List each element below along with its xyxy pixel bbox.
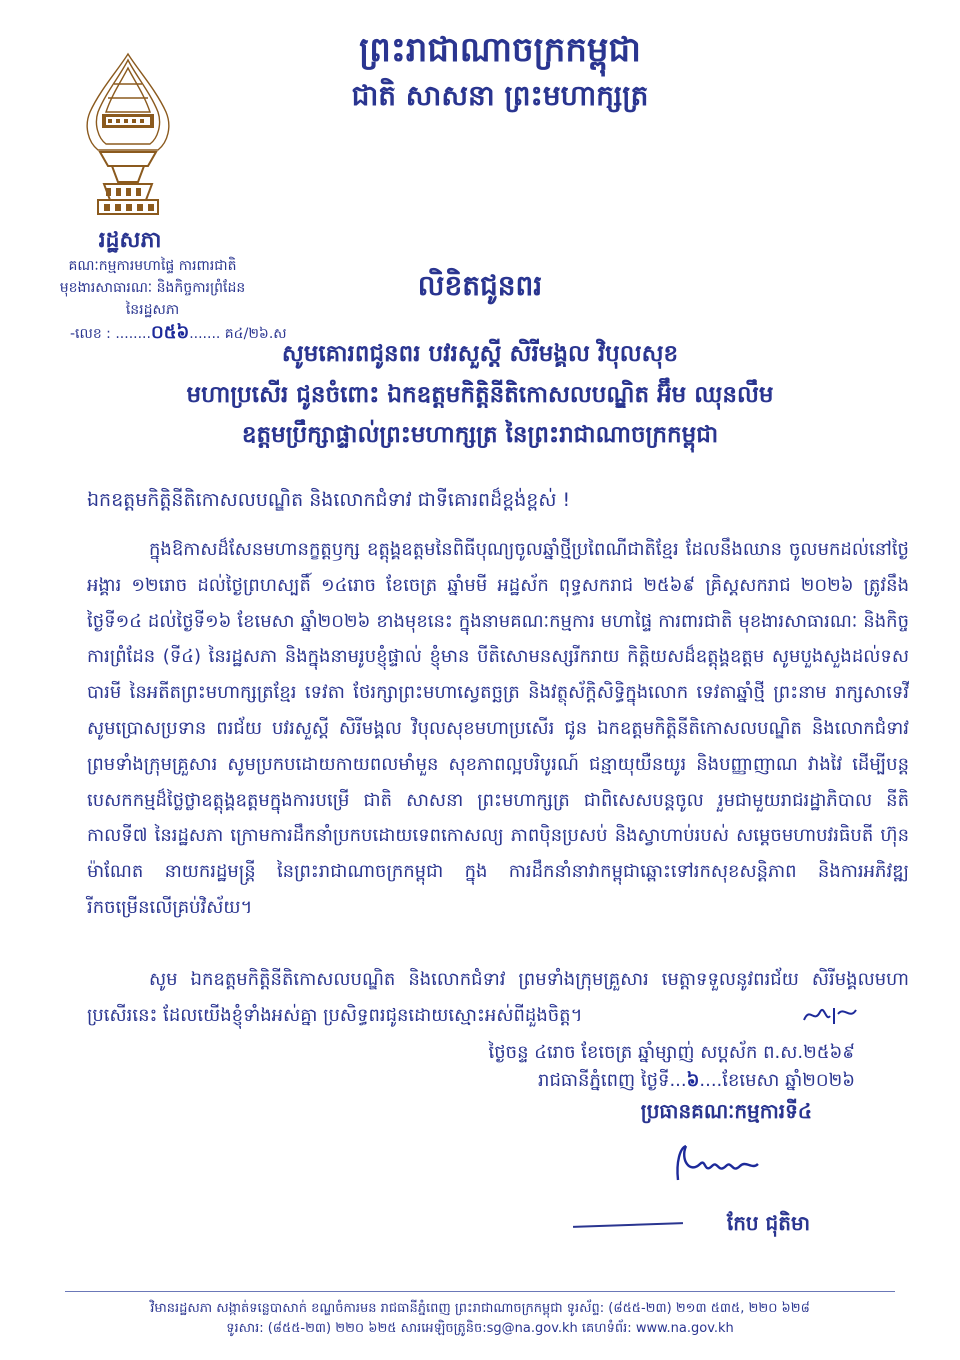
document-number-prefix: -លេខ :	[70, 326, 111, 342]
para1-line: គ្រិស្តសករាជ ២០២៦ ត្រូវនឹងថ្ងៃទី១៤ ដល់ថ្ងៃទី១៦ ខែមេសា ឆ្នាំ២០២៦ ខាងមុខនេះ ក្នុងនាមគណៈកម្មការ	[87, 574, 909, 632]
heading-line-2: មហាប្រសើរ ជូនចំពោះ ឯកឧត្តមកិត្តិនីតិកោសលបណ្ឌិត អ៊ឹម ឈុនលឹម	[186, 382, 774, 408]
para1-line: ការដឹកនាំនាវាកម្ពុជាឆ្ពោះទៅរកសុខសន្តិភាព និងការអភិវឌ្ឍរីកចម្រើនលើគ្រប់វិស័យ។	[87, 861, 909, 918]
kingdom-title: ព្រះរាជាណាចក្រកម្ពុជា	[359, 30, 641, 70]
para1-line: រួមជាមួយរាជរដ្ឋាភិបាល នីតិកាលទី៧ នៃរដ្ឋសភា ក្រោមការដឹកនាំប្រកបដោយទេពកោសល្យ ភាពប៉ិនប្រសប់	[87, 789, 909, 847]
heading-line-3: ឧត្តមប្រឹក្សាផ្ទាល់ព្រះមហាក្សត្រ នៃព្រះរាជាណាចក្រកម្ពុជា	[241, 422, 719, 448]
para2-line: សិរីមង្គលមហាប្រសើរនេះ ដែលយើងខ្ញុំទាំងអស់គ្នា ប្រសិទ្ធពរជូនដោយស្មោះអស់ពីដួងចិត្ត។	[87, 969, 909, 1026]
place-date-day: ៦	[686, 1070, 700, 1091]
para1-line: មហាផ្ទៃ ការពារជាតិ មុខងារសាធារណៈ និងកិច្ចការព្រំដែន (ទី៤) នៃរដ្ឋសភា និងក្នុងនាមរូបខ្ញុំផ្ទាល់ ខ្ញុំមាន	[87, 610, 909, 668]
committee-line-1: គណៈកម្មការមហាផ្ទៃ ការពារជាតិ	[68, 258, 237, 274]
committee-line-2: មុខងារសាធារណៈ និងកិច្ចការព្រំដែន	[59, 280, 246, 296]
salutation: ឯកឧត្តមកិត្តិនីតិកោសលបណ្ឌិត និងលោកជំទាវ ជាទីគោរពដ៏ខ្ពង់ខ្ពស់ !	[87, 489, 571, 511]
signature-underline	[573, 1222, 683, 1228]
para2-line: សូម ឯកឧត្តមកិត្តិនីតិកោសលបណ្ឌិត និងលោកជំទាវ ព្រមទាំងក្រុមគ្រួសារ មេត្តាទទួលនូវពរជ័យ	[149, 969, 799, 990]
assembly-name: រដ្ឋសភា	[98, 228, 162, 253]
lunar-date: ថ្ងៃចន្ទ ៤រោច ខែចេត្រ ឆ្នាំម្សាញ់ សប្តស័ក ព.ស.២៥៦៩	[488, 1042, 855, 1063]
document-title: លិខិតជូនពរ	[417, 269, 543, 302]
footer-divider	[65, 1291, 895, 1292]
signature	[660, 1140, 770, 1190]
footer-contact: ទូរសារ: (៨៥៥-២៣) ២២០ ៦២៥ សារអេឡិចត្រូនិច:sg@na.gov.kh គេហទំព័រ: www.na.gov.kh	[226, 1321, 734, 1336]
signatory-title: ប្រធានគណៈកម្មការទី៤	[640, 1099, 812, 1123]
place-date-suffix: ខែមេសា ឆ្នាំ២០២៦	[722, 1070, 855, 1091]
place-date: រាជធានីភ្នំពេញ ថ្ងៃទី...៦....ខែមេសា ឆ្នាំ២០២៦	[538, 1070, 855, 1091]
para1-line: ថែរក្សាព្រះមហាស្វេតច្ឆត្រ និងវត្ថុស័ក្តិសិទ្ធិក្នុងលោក ទេវតាឆ្នាំថ្មី ព្រះនាម រាក្សសាទេវី សូមប្រោសប្រទាន	[87, 682, 909, 739]
document-number-value: ០៥៦	[150, 322, 190, 343]
para1-line: បីតិសោមនស្សរីករាយ កិត្តិយសដ៏ឧត្តុង្គឧត្តម សូមបួងសួងដល់ទសបារមី នៃអតីតព្រះមហាក្សត្រខ្មែរ ទេវតា	[87, 646, 909, 704]
committee-line-3: នៃរដ្ឋសភា	[125, 302, 180, 318]
para1-line: ពរជ័យ បវរសួស្តី សិរីមង្គល វិបុលសុខមហាប្រសើរ ជូន ឯកឧត្តមកិត្តិនីតិកោសលបណ្ឌិត និងលោកជំទាវ	[216, 717, 909, 739]
para1-line: និងស្វាហាប់របស់ សម្តេចមហាបវរធិបតី ហ៊ុន ម៉ាណែត នាយករដ្ឋមន្ត្រី នៃព្រះរាជាណាចក្រកម្ពុជា ក្នុង	[87, 825, 909, 883]
place-date-prefix: រាជធានីភ្នំពេញ ថ្ងៃទី	[538, 1070, 670, 1091]
paragraph-1	[87, 532, 909, 926]
document-number: -លេខ : ........០៥៦....... គ៤/២៦.ស	[70, 322, 287, 343]
signatory-name: កែប ជុតិមា	[726, 1211, 810, 1235]
national-assembly-emblem	[78, 50, 178, 220]
handwritten-initials	[800, 1000, 860, 1030]
footer-address: វិមានរដ្ឋសភា សង្កាត់ទន្លេបាសាក់ ខណ្ឌចំការមន រាជធានីភ្នំពេញ ព្រះរាជាណាចក្រកម្ពុជា ទូរស័ព្ទ: (៨៥៥-២៣) ២១៣ ៥៣៥, ២២០ ៦២៨	[150, 1301, 810, 1316]
document-number-suffix: គ៤/២៦.ស	[224, 326, 287, 342]
para1-line: ចូលមកដល់នៅថ្ងៃអង្គារ ១២រោច ដល់ថ្ងៃព្រហស្បតិ៍ ១៤រោច ខែចេត្រ ឆ្នាំមមី អដ្ឋស័ក ពុទ្ធសករាជ ២៥៦៩	[87, 539, 909, 596]
para1-line: ក្នុងឱកាសដ៏សែនមហានក្ខត្តឫក្ស ឧត្តុង្គឧត្តមនៃពិធីបុណ្យចូលឆ្នាំថ្មីប្រពៃណីជាតិខ្មែរ ដែលនឹងឈាន	[149, 539, 782, 560]
national-motto: ជាតិ សាសនា ព្រះមហាក្សត្រ	[351, 79, 649, 112]
heading-line-1: សូមគោរពជូនពរ បវរសួស្តី សិរីមង្គល វិបុលសុខ	[281, 341, 679, 367]
para1-line: ព្រមទាំងក្រុមគ្រួសារ សូមប្រកបដោយកាយពលមាំមួន សុខភាពល្អបរិបូរណ៍ ជន្មាយុយឺនយូរ និងបញ្ញាញាណ	[87, 753, 798, 775]
para1-line: វាងវៃ ដើម្បីបន្តបេសកកម្មដ៏ថ្លៃថ្លាឧត្តុង្គឧត្តមក្នុងការបម្រើ ជាតិ សាសនា ព្រះមហាក្សត្រ ជាពិសេសបន្តចូល	[87, 753, 909, 811]
paragraph-2	[87, 962, 909, 1034]
